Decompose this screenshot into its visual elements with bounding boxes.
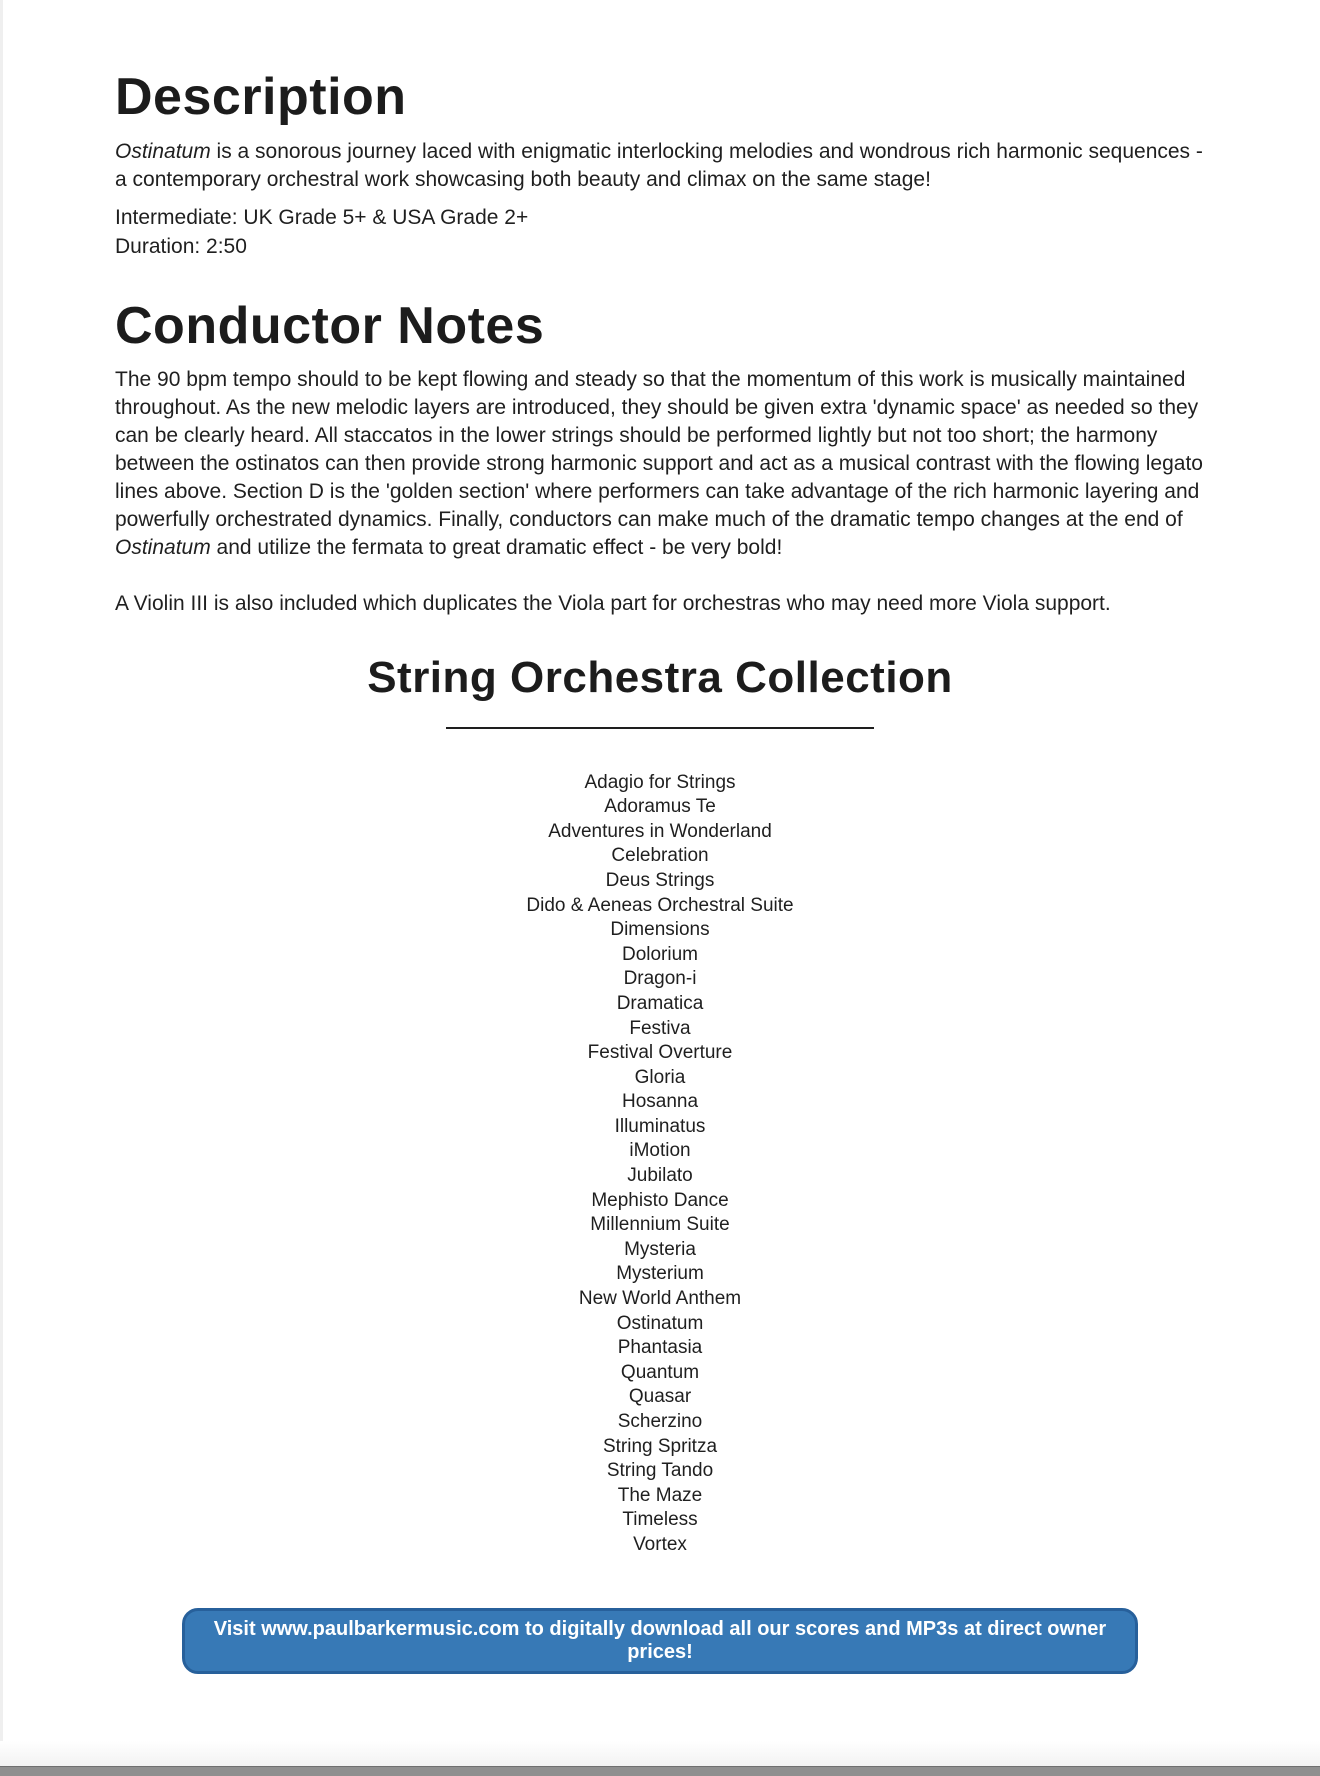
collection-list-item: Mephisto Dance bbox=[591, 1189, 729, 1211]
description-meta bbox=[115, 203, 1205, 261]
grade-line: Intermediate: UK Grade 5+ & USA Grade 2+ bbox=[115, 205, 529, 229]
collection-list-item: Dragon-i bbox=[623, 968, 697, 990]
collection-list-item: Dimensions bbox=[610, 919, 710, 941]
conductor-notes-heading: Conductor Notes bbox=[115, 296, 545, 355]
duration-line: Duration: 2:50 bbox=[115, 234, 247, 258]
description-paragraph-text: is a sonorous journey laced with enigmatic interlocking melodies and wondrous rich harmonic sequences - a contemporary orchestral work showcasing both beauty and climax on the same stage! bbox=[115, 139, 1203, 191]
collection-list-item: Dido & Aeneas Orchestral Suite bbox=[526, 894, 794, 916]
collection-list-item: Ostinatum bbox=[616, 1312, 704, 1334]
collection-list-item: Adventures in Wonderland bbox=[548, 820, 772, 842]
collection-list-item: Adagio for Strings bbox=[584, 771, 736, 793]
collection-list-item: Vortex bbox=[633, 1533, 687, 1555]
collection-list-item: Dramatica bbox=[616, 992, 704, 1014]
violin-note: A Violin III is also included which duplicates the Viola part for orchestras who may need more Viola support. bbox=[115, 592, 1111, 616]
collection-list-item: Phantasia bbox=[617, 1337, 703, 1359]
collection-list-item: String Tando bbox=[606, 1460, 714, 1482]
collection-list-item: Mysteria bbox=[624, 1238, 696, 1260]
collection-list-item: Deus Strings bbox=[605, 869, 715, 891]
heading-underline bbox=[446, 727, 874, 729]
collection-list-item: Scherzino bbox=[617, 1411, 703, 1433]
description-heading: Description bbox=[115, 68, 407, 126]
conductor-notes-text-end: and utilize the fermata to great dramatic effect - be very bold! bbox=[210, 536, 783, 560]
description-work-title: Ostinatum bbox=[115, 139, 211, 163]
collection-list-item: Mysterium bbox=[616, 1263, 704, 1285]
conductor-notes-work-title: Ostinatum bbox=[115, 536, 211, 560]
collection-list-item: Hosanna bbox=[621, 1091, 699, 1113]
collection-heading: String Orchestra Collection bbox=[367, 653, 953, 703]
collection-list-item: Adoramus Te bbox=[604, 796, 716, 818]
website-banner-link[interactable]: Visit www.paulbarkermusic.com to digitally download all our scores and MP3s at direct owner prices! bbox=[182, 1608, 1138, 1674]
collection-list-item: Festival Overture bbox=[587, 1042, 733, 1064]
collection-list-item: Jubilato bbox=[627, 1165, 693, 1187]
collection-list-item: The Maze bbox=[617, 1484, 703, 1506]
conductor-notes-text-start: The 90 bpm tempo should to be kept flowing and steady so that the momentum of this work is musically maintained throughout. As the new melodic layers are introduced, they should be given extra 'dynamic space' as needed so they can be clearly heard. All staccatos in the lower strings should be performed lightly but not too short; the harmony between the ostinatos can then provide strong harmonic support and act as a musical contrast with the flowing legato lines above. Section D is the 'golden section' where performers can take advantage of the rich harmonic layering and powerfully orchestrated dynamics. Finally, conductors can make much of the dramatic tempo changes at the end of bbox=[115, 368, 1203, 532]
collection-list-item: Celebration bbox=[611, 845, 709, 867]
description-paragraph bbox=[115, 138, 1205, 194]
collection-list-item: Timeless bbox=[622, 1509, 698, 1531]
collection-list-item: Illuminatus bbox=[614, 1115, 706, 1137]
collection-list-item: Dolorium bbox=[621, 943, 699, 965]
conductor-notes-paragraph bbox=[115, 366, 1205, 562]
collection-list bbox=[115, 771, 1205, 1558]
collection-list-item: Quasar bbox=[628, 1386, 692, 1408]
page-bottom-fade bbox=[0, 1741, 1320, 1767]
viewer-bottom-bar bbox=[0, 1766, 1320, 1776]
collection-list-item: String Spritza bbox=[602, 1435, 718, 1457]
collection-list-item: iMotion bbox=[629, 1140, 691, 1162]
collection-list-item: Quantum bbox=[620, 1361, 700, 1383]
collection-list-item: Millennium Suite bbox=[590, 1214, 730, 1236]
collection-list-item: Festiva bbox=[629, 1017, 691, 1039]
collection-list-item: Gloria bbox=[634, 1066, 686, 1088]
collection-list-item: New World Anthem bbox=[578, 1288, 742, 1310]
